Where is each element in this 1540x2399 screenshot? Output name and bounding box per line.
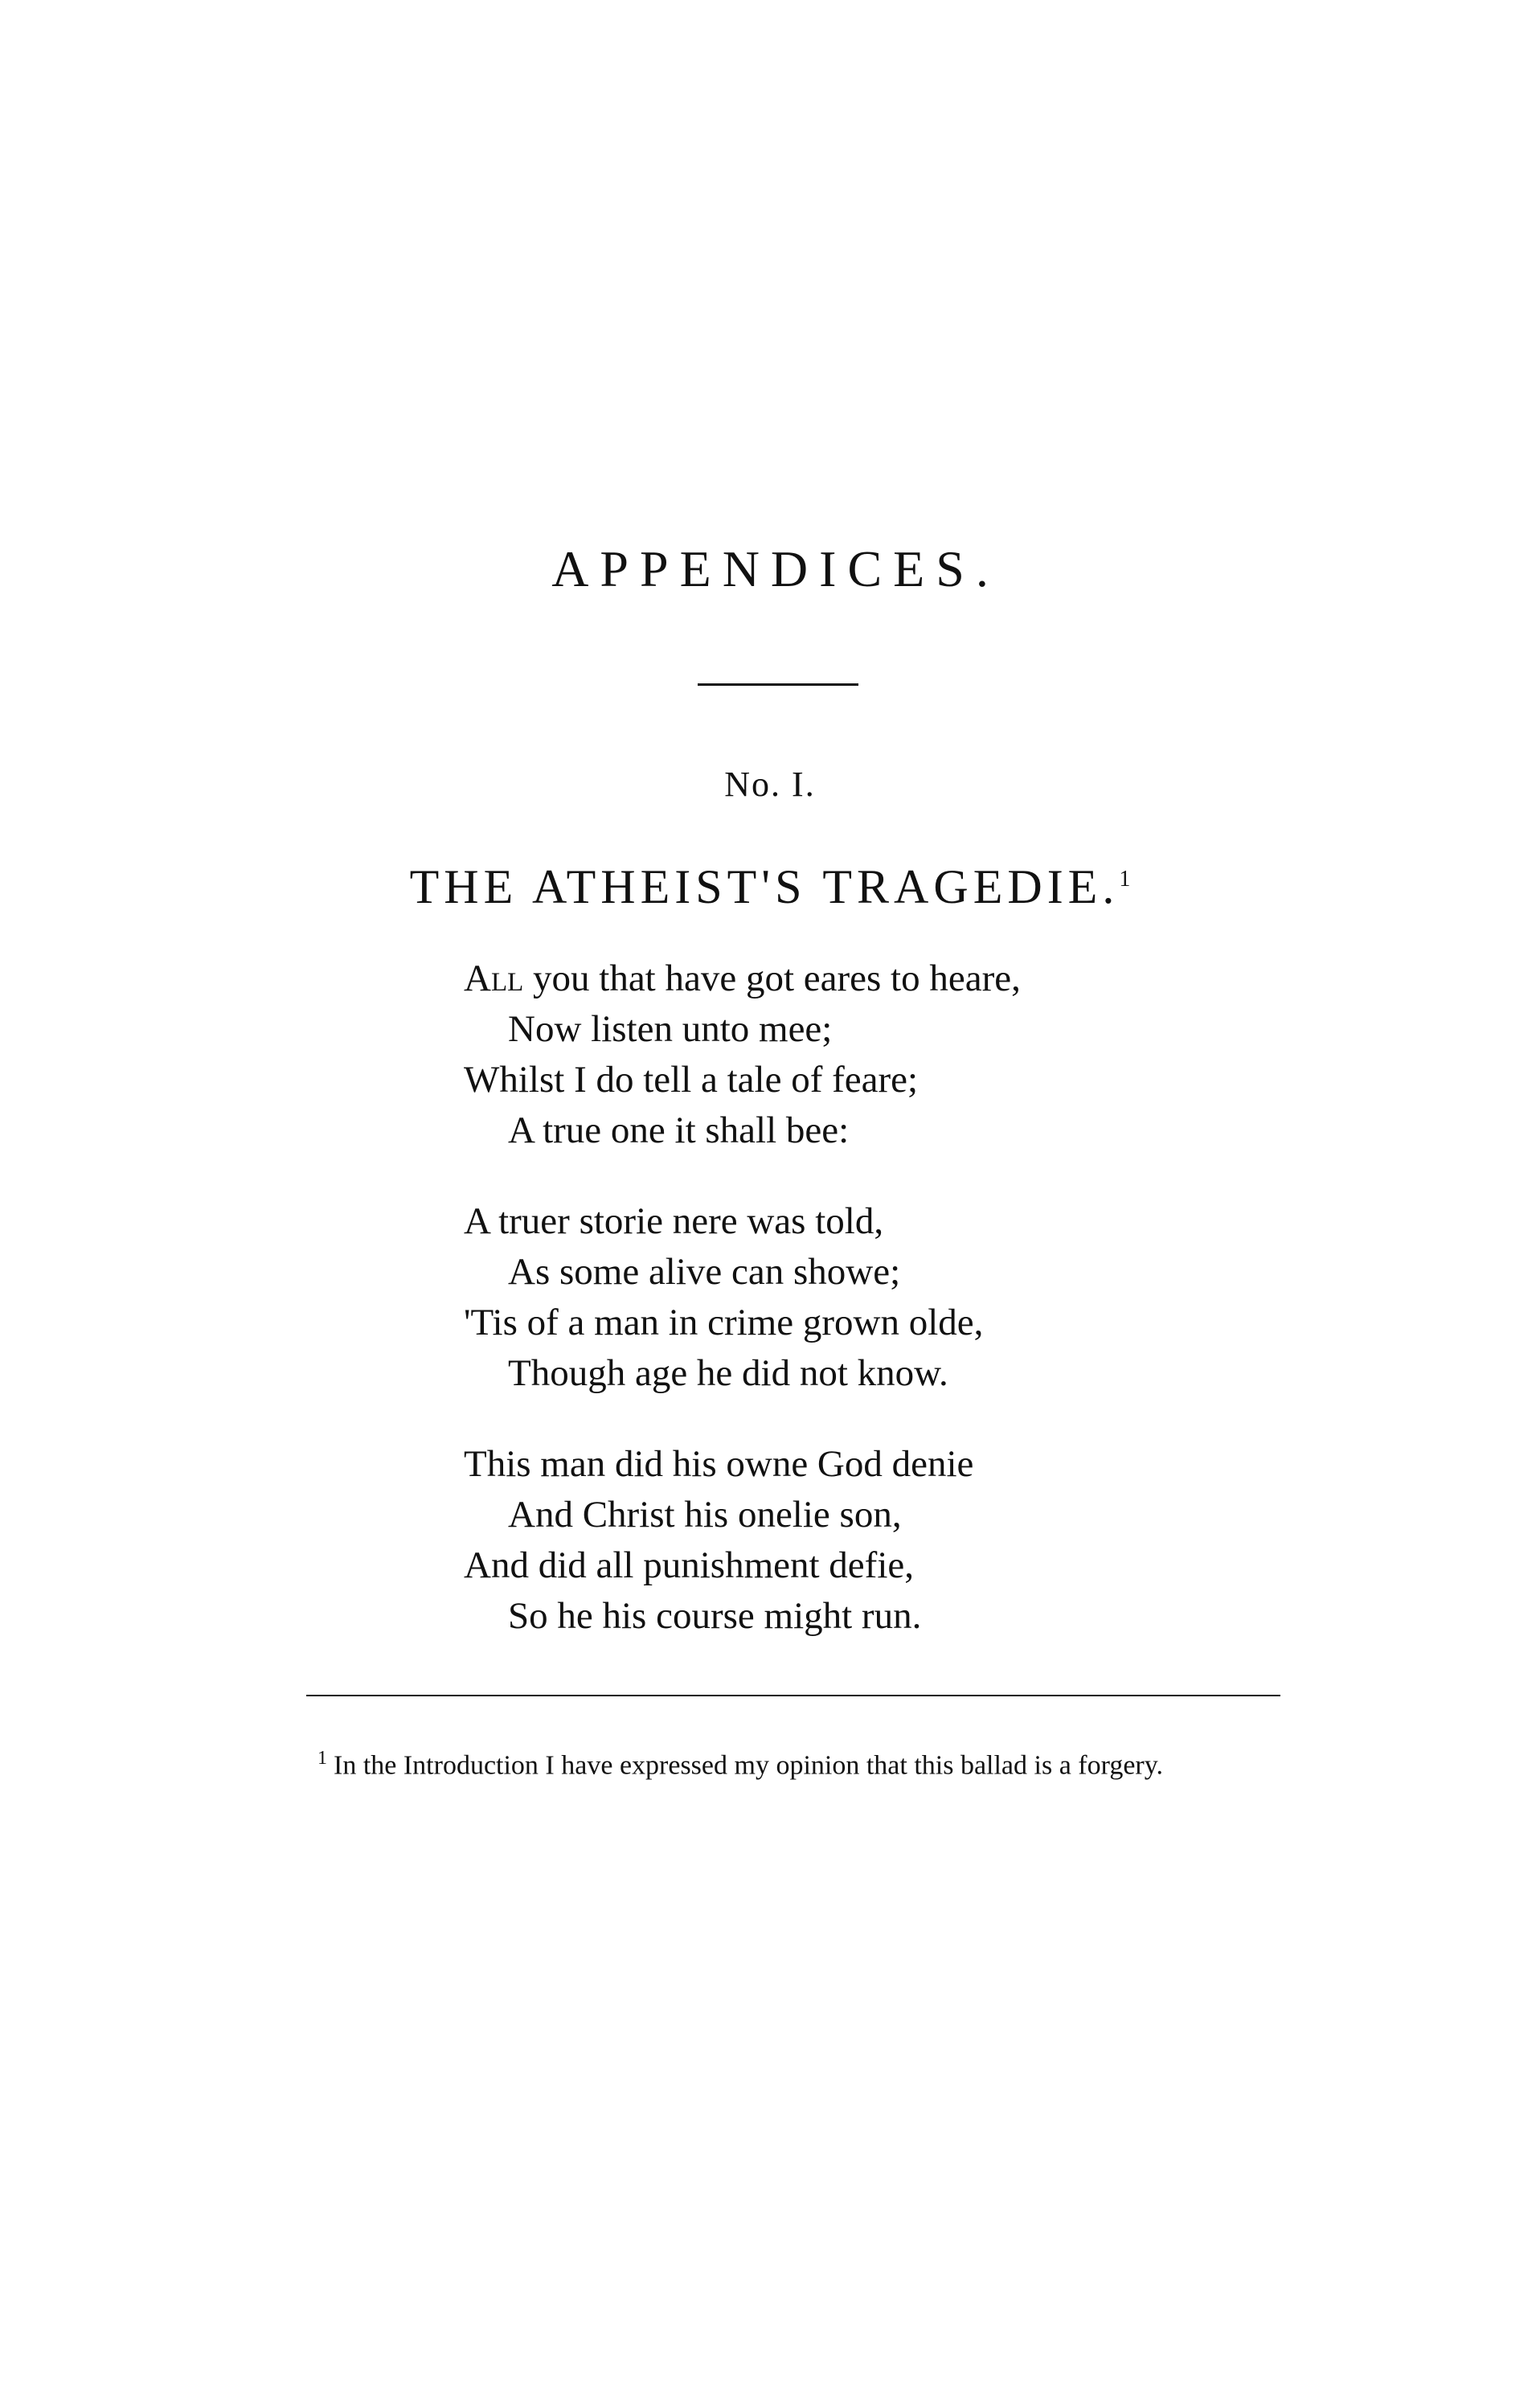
poem-line: So he his course might run. [508,1595,922,1637]
poem-line-text: you that have got eares to heare, [533,958,1021,999]
stanza-1 [464,953,1348,1156]
poem-body [464,953,1348,1682]
poem-line: A true one it shall bee: [508,1109,850,1151]
poem-line: Whilst I do tell a tale of feare; [464,1059,919,1101]
poem-line: As some alive can showe; [508,1251,901,1293]
stanza-3 [464,1439,1348,1642]
footnote-mark: 1 [317,1748,327,1769]
poem-line: Though age he did not know. [508,1352,948,1394]
poem-title [0,847,1540,919]
poem-line [464,953,1348,1004]
poem-line: And Christ his onelie son, [508,1494,902,1536]
poem-line: And did all punishment defie, [464,1544,914,1586]
poem-line: Now listen unto mee; [508,1008,833,1050]
poem-line: 'Tis of a man in crime grown olde, [464,1302,984,1343]
heading-rule [698,683,858,686]
poem-line: A truer storie nere was told, [464,1200,884,1242]
poem-line: This man did his owne God denie [464,1443,974,1485]
footnote-reference: 1 [1119,867,1131,892]
footnote-text: In the Introduction I have expressed my opinion that this ballad is a forgery. [334,1750,1164,1781]
footnote [306,1738,1284,1786]
stanza-2 [464,1196,1348,1399]
poem-first-word: All [464,958,524,999]
section-heading: APPENDICES. [551,540,1000,597]
appendix-number: No. I. [724,765,816,804]
poem-title-text: THE ATHEIST'S TRAGEDIE. [409,860,1120,913]
footnote-rule [306,1695,1280,1696]
